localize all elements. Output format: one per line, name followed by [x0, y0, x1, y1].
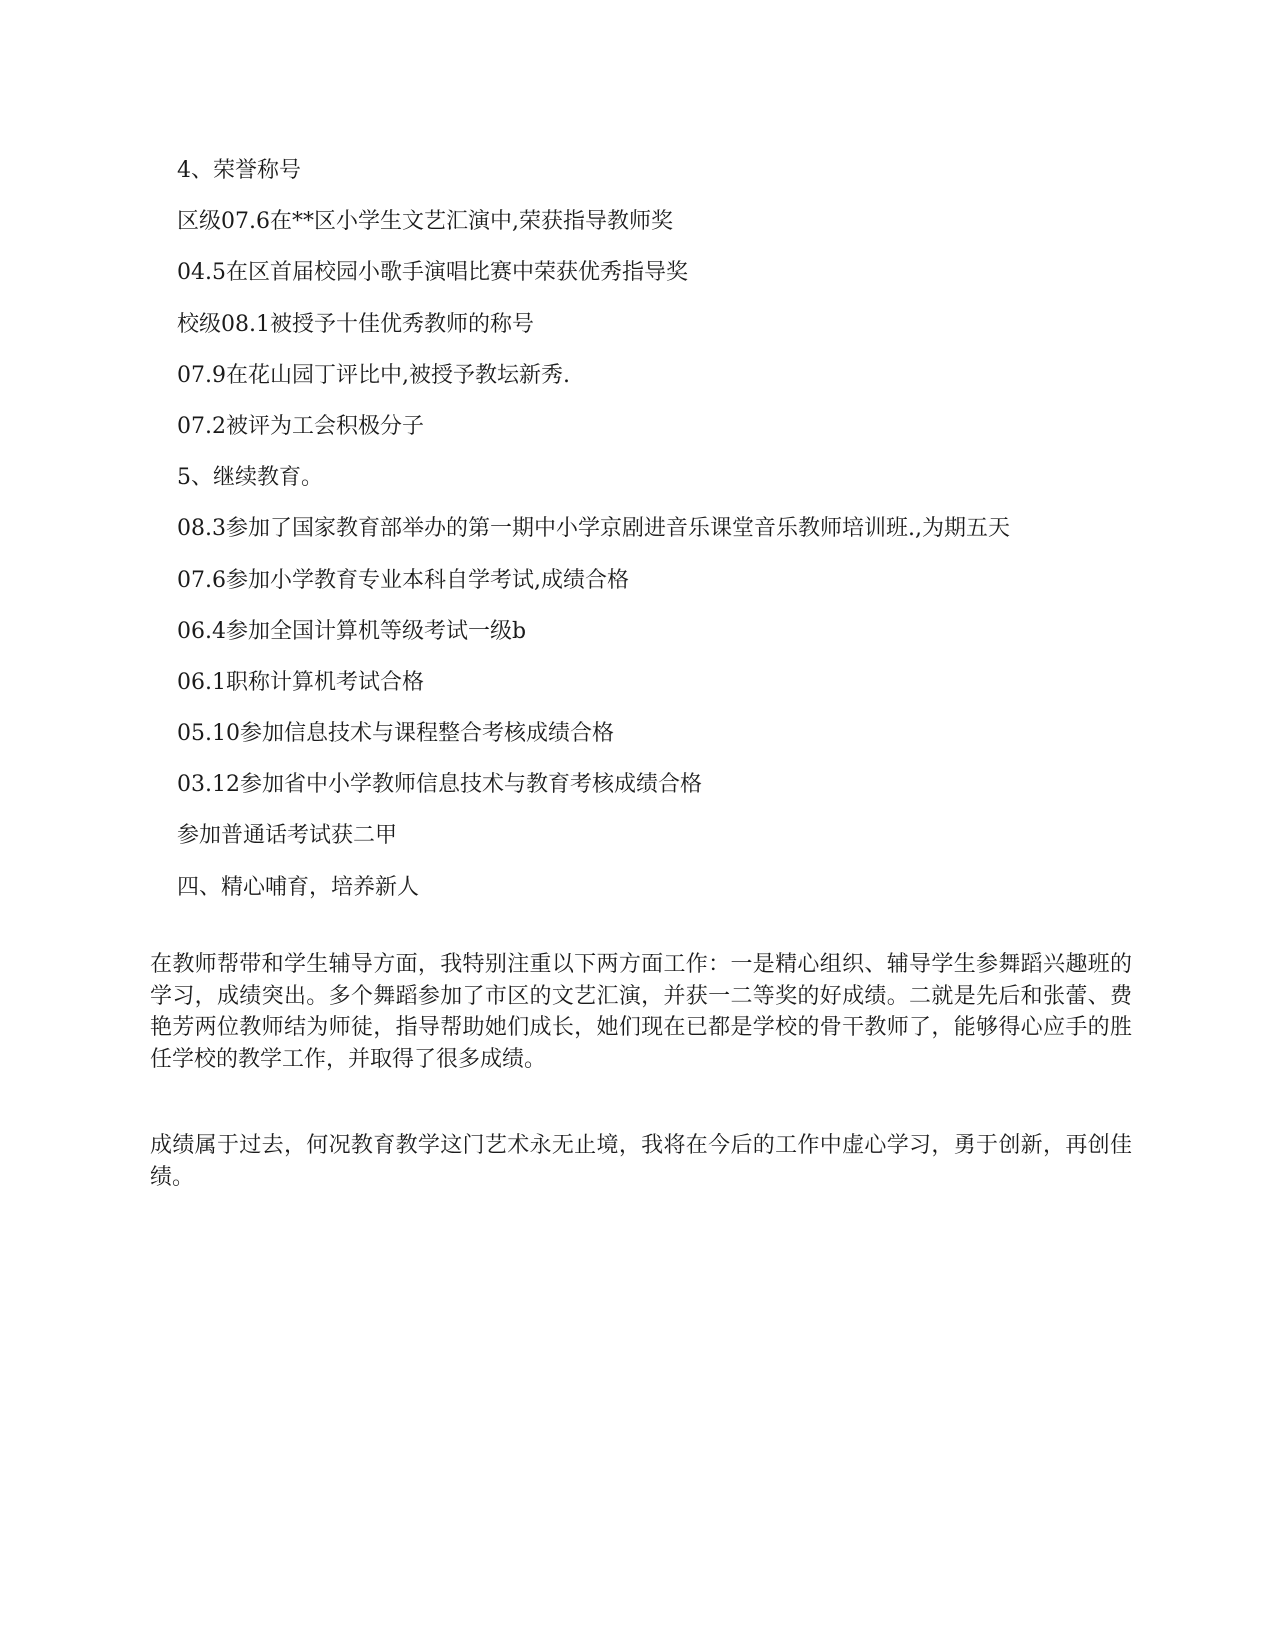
list-item: 04.5在区首届校园小歌手演唱比赛中荣获优秀指导奖: [177, 260, 688, 286]
list-item: 06.1职称计算机考试合格: [177, 669, 424, 695]
list-item: 05.10参加信息技术与课程整合考核成绩合格: [177, 721, 614, 747]
list-item: 区级07.6在**区小学生文艺汇演中,荣获指导教师奖: [177, 209, 673, 235]
list-item: 参加普通话考试获二甲: [177, 823, 398, 849]
list-item: 07.9在花山园丁评比中,被授予教坛新秀.: [177, 362, 570, 388]
list-item: 06.4参加全国计算机等级考试一级b: [177, 618, 527, 644]
mentoring-paragraph: 在教师帮带和学生辅导方面，我特别注重以下两方面工作：一是精心组织、辅导学生参舞蹈兴趣班的学习，成绩突出。多个舞蹈参加了市区的文艺汇演，并获一二等奖的好成绩。二就是先后和张蕾、费艳芳两位教师结为师徒，指导帮助她们成长，她们现在已都是学校的骨干教师了，能够得心应手的胜任学校的教学工作，并取得了很多成绩。: [150, 952, 1132, 1072]
section-heading-mentoring: 四、精心哺育，培养新人: [177, 874, 420, 900]
list-item: 07.6参加小学教育专业本科自学考试,成绩合格: [177, 567, 629, 593]
section-heading-honors: 4、荣誉称号: [177, 158, 301, 183]
achievement-list: [177, 145, 1127, 913]
list-item: 校级08.1被授予十佳优秀教师的称号: [177, 311, 534, 337]
list-item: 03.12参加省中小学教师信息技术与教育考核成绩合格: [177, 772, 702, 798]
closing-paragraph: 成绩属于过去，何况教育教学这门艺术永无止境，我将在今后的工作中虚心学习，勇于创新，再创佳绩。: [150, 1133, 1132, 1190]
section-heading-education: 5、继续教育。: [177, 465, 323, 491]
list-item: 08.3参加了国家教育部举办的第一期中小学京剧进音乐课堂音乐教师培训班.,为期五天: [177, 516, 1010, 542]
list-item: 07.2被评为工会积极分子: [177, 413, 424, 439]
